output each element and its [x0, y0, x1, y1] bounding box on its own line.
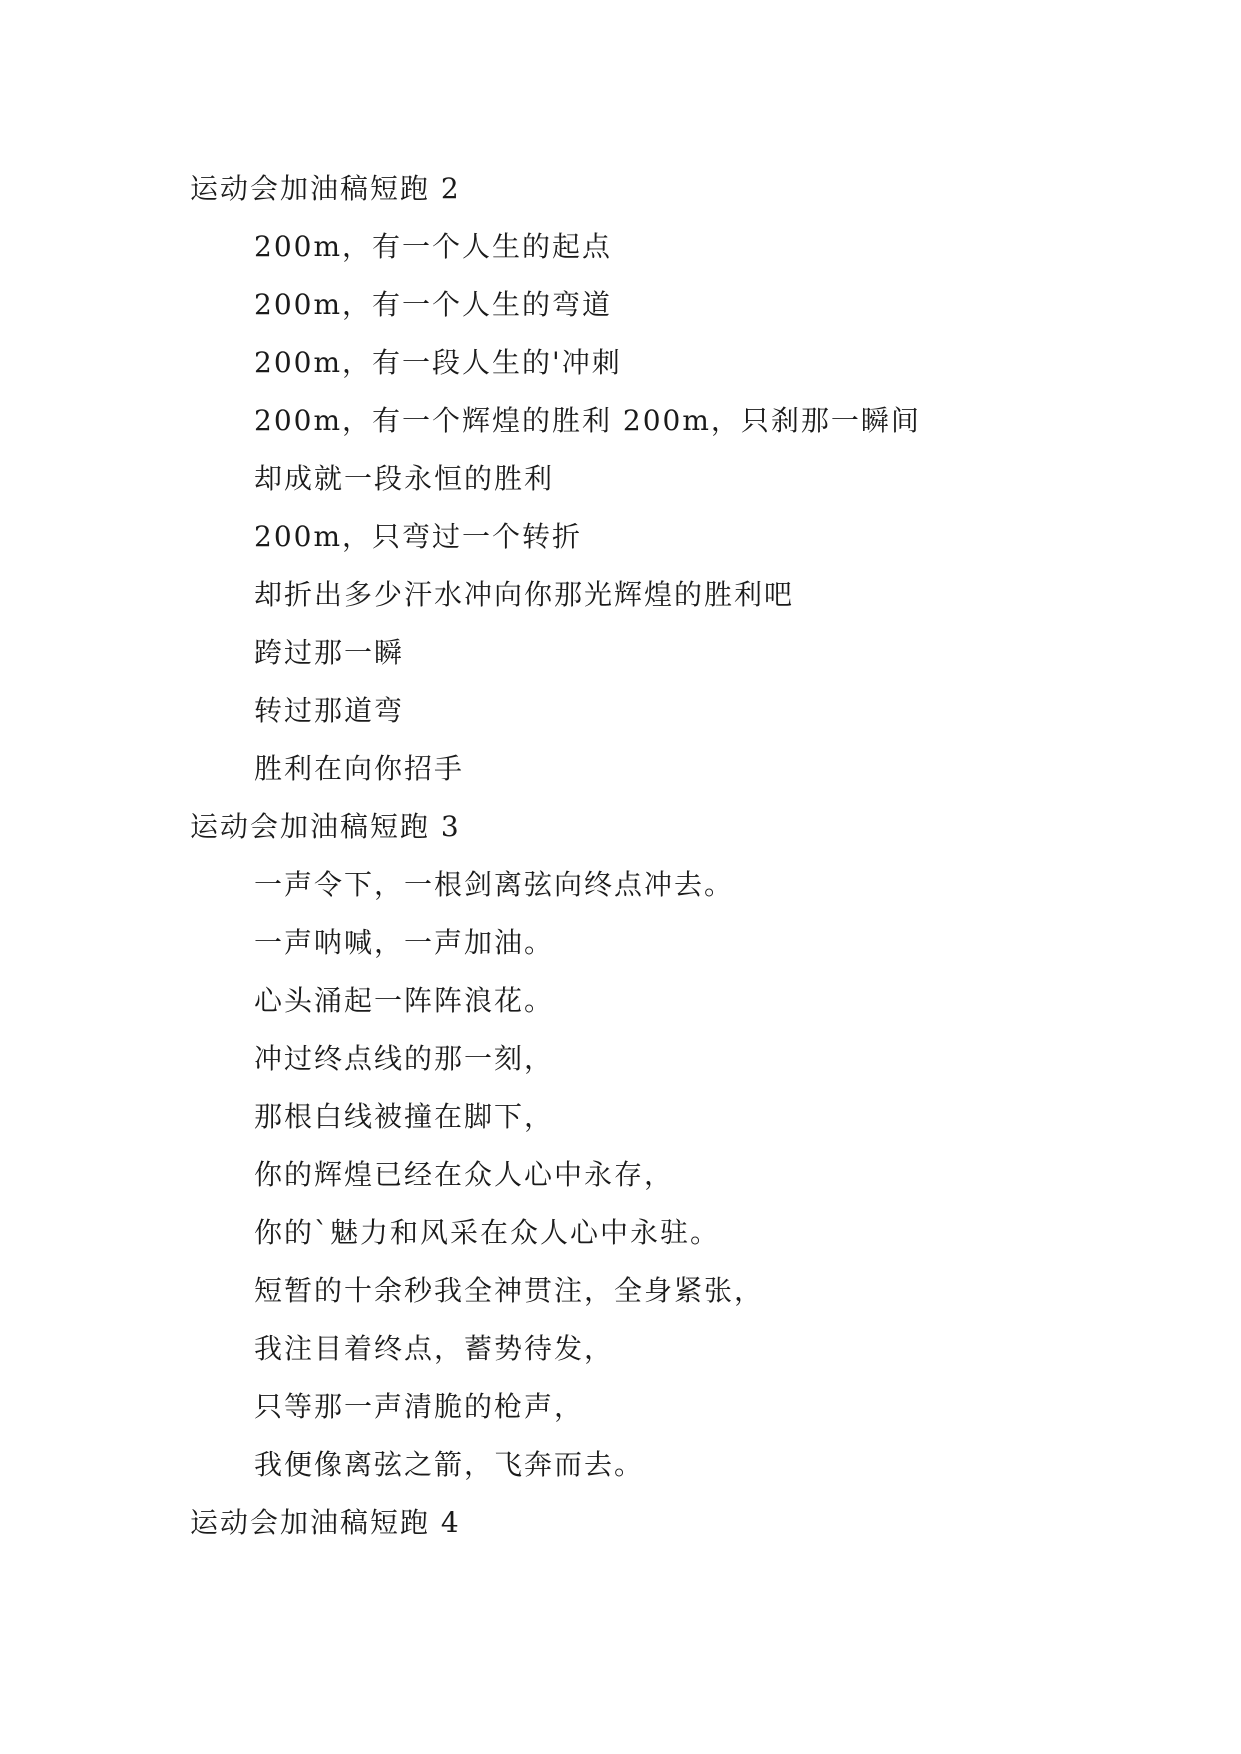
section-heading: 运动会加油稿短跑 3 [190, 810, 461, 843]
text-line: 冲过终点线的那一刻， [254, 1042, 555, 1075]
text-line: 200m，有一个辉煌的胜利 200m，只刹那一瞬间 [254, 404, 921, 437]
text-line: 200m，有一段人生的'冲刺 [254, 346, 622, 379]
text-line: 一声呐喊，一声加油。 [254, 926, 555, 959]
text-line: 却成就一段永恒的胜利 [254, 462, 555, 495]
text-line: 我便像离弦之箭，飞奔而去。 [254, 1448, 645, 1481]
text-line: 却折出多少汗水冲向你那光辉煌的胜利吧 [254, 578, 795, 611]
text-line: 跨过那一瞬 [254, 636, 405, 669]
text-line: 转过那道弯 [254, 694, 405, 727]
text-line: 200m，有一个人生的起点 [254, 230, 612, 263]
section-heading: 运动会加油稿短跑 2 [190, 172, 461, 205]
text-line: 那根白线被撞在脚下， [254, 1100, 555, 1133]
text-line: 一声令下，一根剑离弦向终点冲去。 [254, 868, 735, 901]
text-line: 短暂的十余秒我全神贯注，全身紧张， [254, 1274, 765, 1307]
text-line: 200m，只弯过一个转折 [254, 520, 582, 553]
section-heading: 运动会加油稿短跑 4 [190, 1506, 461, 1539]
text-line: 心头涌起一阵阵浪花。 [254, 984, 555, 1017]
text-line: 200m，有一个人生的弯道 [254, 288, 612, 321]
text-line: 只等那一声清脆的枪声， [254, 1390, 585, 1423]
text-line: 你的辉煌已经在众人心中永存， [254, 1158, 675, 1191]
text-line: 我注目着终点，蓄势待发， [254, 1332, 615, 1365]
text-line: 你的`魅力和风采在众人心中永驻。 [254, 1216, 721, 1249]
text-line: 胜利在向你招手 [254, 752, 465, 785]
document-body [190, 160, 1090, 1552]
